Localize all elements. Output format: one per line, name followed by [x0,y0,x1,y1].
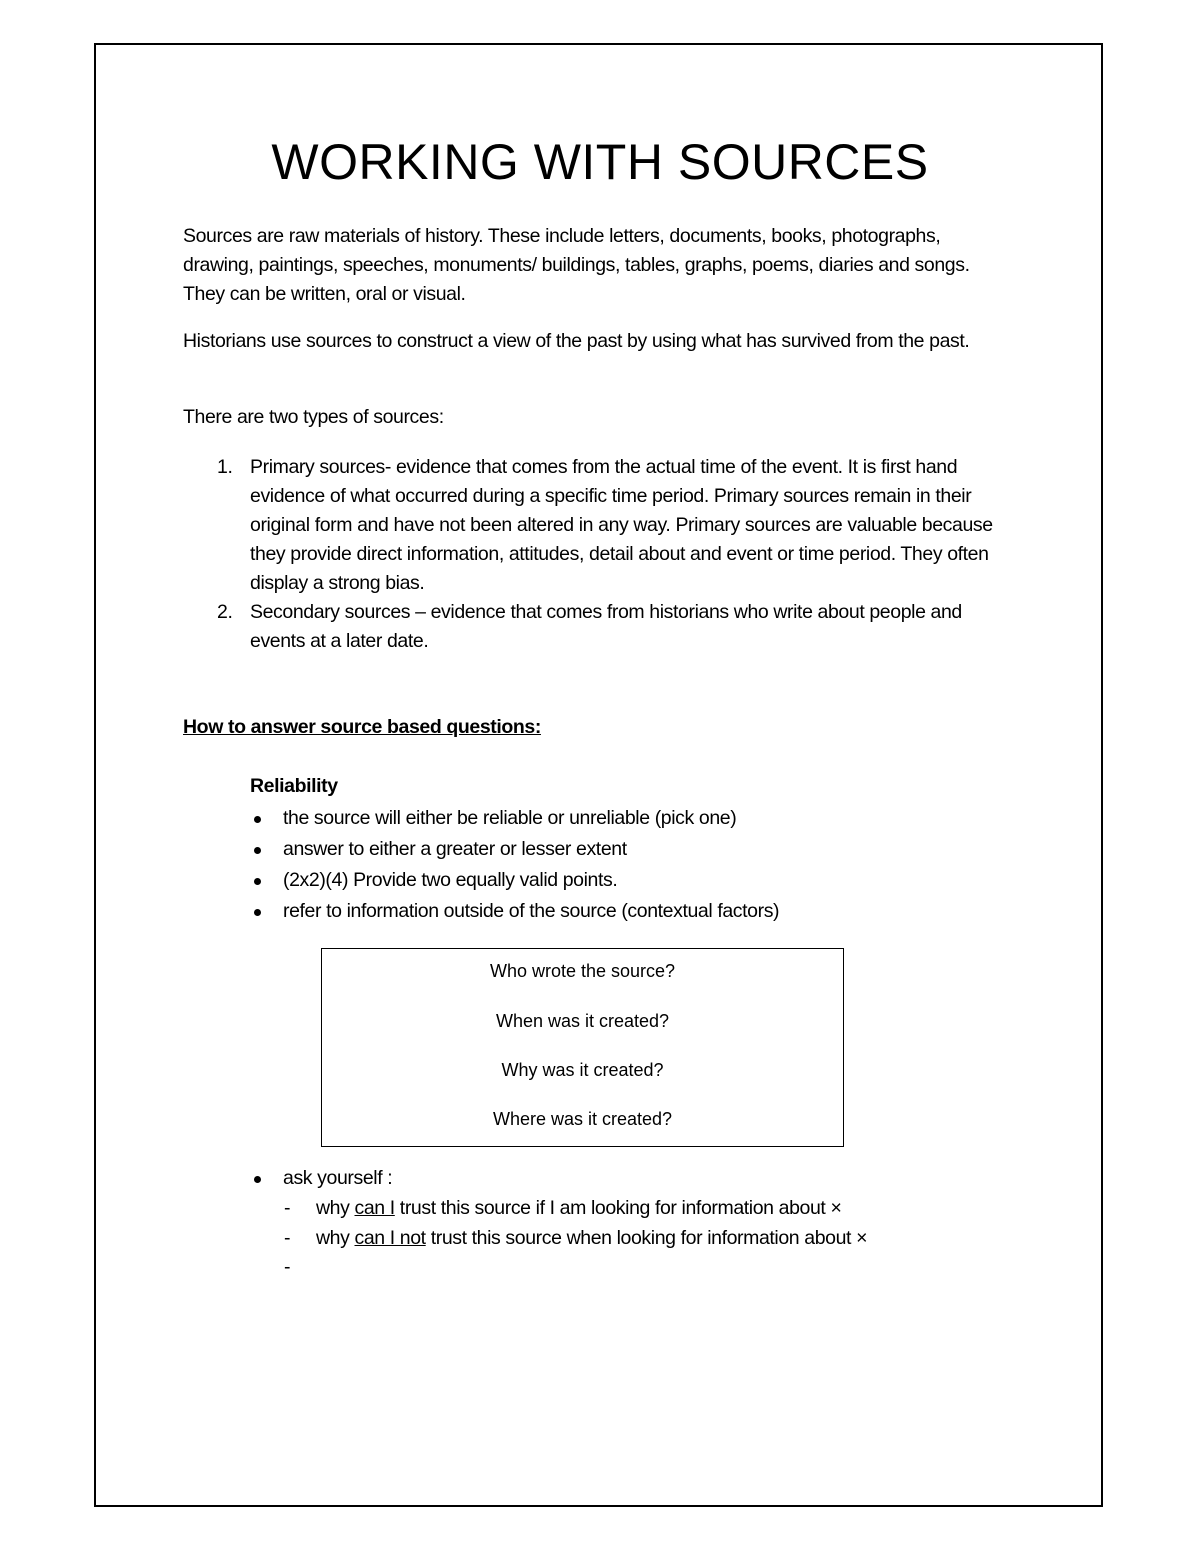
list-item-text: refer to information outside of the source (contextual factors) [283,900,780,922]
list-item [283,1253,1003,1283]
question-who: Who wrote the source? [489,961,676,981]
bullet-icon [254,816,261,823]
questions-box [321,948,844,1147]
ask-emphasis: can I not [354,1226,426,1249]
reliability-list [250,803,1010,927]
bullet-icon [254,847,261,854]
source-types-list [183,453,1013,656]
list-item-text: Secondary sources – evidence that comes from historians who write about people and events at a later date. [250,601,962,652]
ask-prefix: why [316,1197,355,1219]
question-when: When was it created? [495,1011,670,1031]
list-number: 1. [217,456,233,478]
list-item [250,834,1010,865]
dash-icon: - [284,1226,291,1249]
list-item [183,598,1013,656]
historians-paragraph: Historians use sources to construct a view of the past by using what has survived from the past. [183,330,970,352]
list-item-text: ask yourself : [283,1167,393,1189]
ask-items-list [283,1194,1003,1283]
bullet-icon [254,1176,261,1183]
ask-prefix: why [316,1226,355,1249]
list-item [250,1163,1010,1194]
list-item [283,1194,1003,1224]
ask-suffix: trust this source when looking for information about × [425,1226,868,1249]
ask-suffix: trust this source if I am looking for information about × [394,1197,842,1219]
how-to-heading: How to answer source based questions: [183,716,541,738]
question-where: Where was it created? [492,1109,673,1129]
page-title: WORKING WITH SOURCES [271,134,929,190]
ask-emphasis: can I [354,1197,395,1219]
list-item-text: the source will either be reliable or unreliable (pick one) [283,807,737,829]
intro-paragraph: Sources are raw materials of history. These include letters, documents, books, photographs, drawing, paintings, speeches, monuments/ buildings, tables, graphs, poems, diaries and songs. They can be written, oral or visual. [183,225,970,305]
list-item [183,453,1013,598]
bullet-icon [254,878,261,885]
question-why: Why was it created? [501,1060,664,1080]
dash-icon: - [284,1197,291,1219]
reliability-heading: Reliability [250,775,338,797]
list-number: 2. [217,601,233,623]
ask-yourself-list [250,1163,1010,1194]
list-item-text: Primary sources- evidence that comes from the actual time of the event. It is first hand evidence of what occurred during a specific time period. Primary sources remain in their original form and have not been altered in any way. Primary sources are valuable because they provide direct information, attitudes, detail about and event or time period. They often display a strong bias. [250,456,993,594]
list-item [250,865,1010,896]
list-item [250,803,1010,834]
dash-icon: - [284,1256,291,1278]
bullet-icon [254,909,261,916]
list-item-text: (2x2)(4) Provide two equally valid points. [283,869,618,891]
list-item [283,1224,1003,1254]
list-item-text: answer to either a greater or lesser extent [283,838,627,860]
types-intro: There are two types of sources: [183,406,444,428]
list-item [250,896,1010,927]
